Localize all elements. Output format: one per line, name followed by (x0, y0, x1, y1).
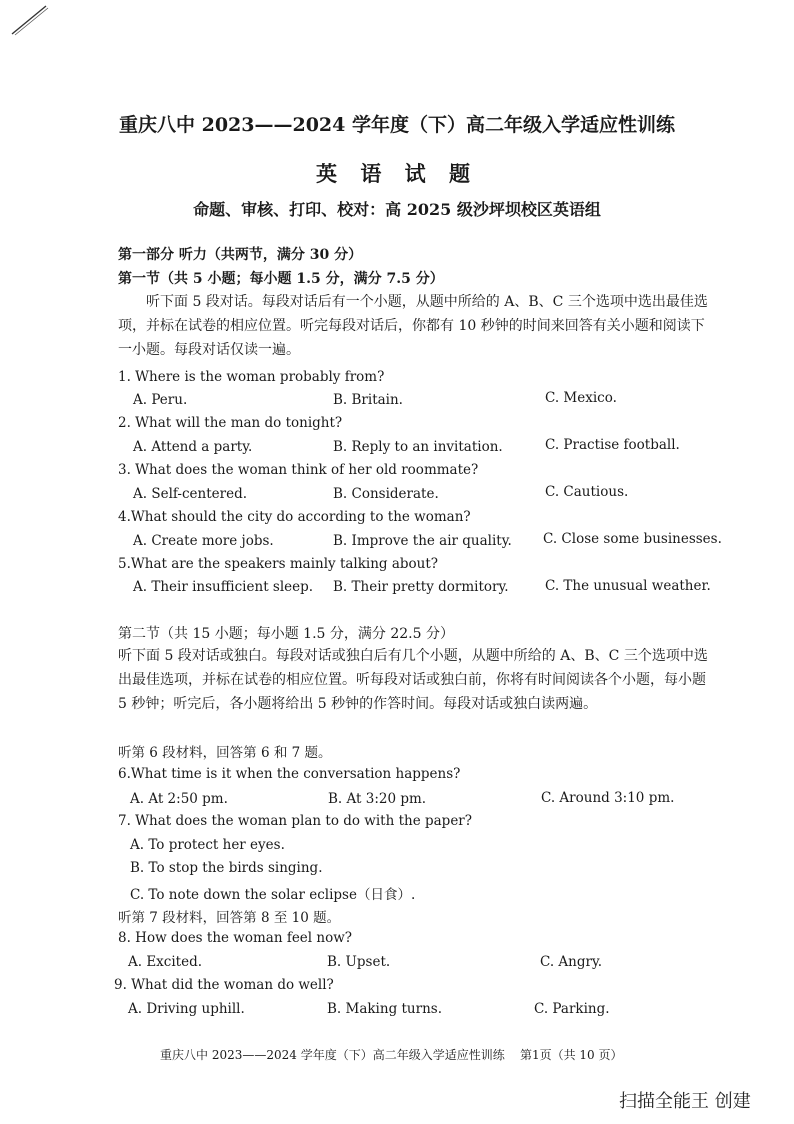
pen-stroke-mark (8, 2, 52, 38)
part1-title: 第一部分 听力（共两节，满分 30 分） (118, 247, 363, 263)
question-1: 1. Where is the woman probably from? (118, 369, 385, 385)
question-7-option-b: B. To stop the birds singing. (130, 860, 323, 876)
question-6-option-b: B. At 3:20 pm. (328, 791, 427, 807)
question-7-option-c: C. To note down the solar eclipse（日食）. (130, 887, 416, 903)
question-5: 5.What are the speakers mainly talking about? (118, 556, 439, 572)
material-6-note: 听第 6 段材料，回答第 6 和 7 题。 (118, 745, 332, 761)
question-3-option-b: B. Considerate. (333, 486, 439, 502)
question-1-option-b: B. Britain. (333, 392, 403, 408)
question-4-option-b: B. Improve the air quality. (333, 533, 512, 549)
material-7-note: 听第 7 段材料，回答第 8 至 10 题。 (118, 910, 341, 926)
section1-title: 第一节（共 5 小题；每小题 1.5 分，满分 7.5 分） (118, 271, 444, 287)
exam-title: 重庆八中 2023——2024 学年度（下）高二年级入学适应性训练 (119, 114, 675, 136)
question-4-option-c: C. Close some businesses. (543, 531, 722, 547)
question-6-option-c: C. Around 3:10 pm. (541, 790, 675, 806)
question-4: 4.What should the city do according to the woman? (118, 509, 471, 525)
question-2-option-c: C. Practise football. (545, 437, 680, 453)
question-3-option-a: A. Self-centered. (133, 486, 247, 502)
credits-line: 命题、审核、打印、校对：高 2025 级沙坪坝校区英语组 (193, 200, 601, 219)
question-5-option-a: A. Their insufficient sleep. (133, 579, 314, 595)
question-8: 8. How does the woman feel now? (118, 930, 353, 946)
question-9: 9. What did the woman do well? (114, 977, 334, 993)
page-footer: 重庆八中 2023——2024 学年度（下）高二年级入学适应性训练 第1页（共 10 页） (160, 1048, 623, 1062)
question-8-option-b: B. Upset. (327, 954, 391, 970)
question-1-option-c: C. Mexico. (545, 390, 617, 406)
question-8-option-c: C. Angry. (540, 954, 603, 970)
question-7-option-a: A. To protect her eyes. (130, 837, 285, 853)
question-4-option-a: A. Create more jobs. (133, 533, 274, 549)
section2-instruction: 听下面 5 段对话或独白。每段对话或独白后有几个小题，从题中所给的 A、B、C 三个选项中选出最佳选项，并标在试卷的相应位置。听每段对话或独白前，你将有时间阅读各个小题，每小题 5 秒钟；听完后，各小题将给出 5 秒钟的作答时间。每段对话或独白读两遍。 (118, 648, 708, 712)
scanner-watermark: 扫描全能王 创建 (619, 1091, 751, 1112)
question-5-option-c: C. The unusual weather. (545, 578, 711, 594)
question-2: 2. What will the man do tonight? (118, 415, 343, 431)
question-5-option-b: B. Their pretty dormitory. (333, 579, 509, 595)
question-6-option-a: A. At 2:50 pm. (130, 791, 228, 807)
section1-instruction: 听下面 5 段对话。每段对话后有一个小题，从题中所给的 A、B、C 三个选项中选出最佳选项，并标在试卷的相应位置。听完每段对话后，你都有 10 秒钟的时间来回答有关小题和阅读下一小题。每段对话仅读一遍。 (118, 294, 708, 358)
section2-title: 第二节（共 15 小题；每小题 1.5 分，满分 22.5 分） (118, 626, 454, 642)
question-7: 7. What does the woman plan to do with the paper? (118, 813, 472, 829)
question-3-option-c: C. Cautious. (545, 484, 629, 500)
subject-title: 英 语 试 题 (316, 161, 478, 186)
question-3: 3. What does the woman think of her old roommate? (118, 462, 479, 478)
question-1-option-a: A. Peru. (133, 392, 188, 408)
question-9-option-b: B. Making turns. (327, 1001, 442, 1017)
question-8-option-a: A. Excited. (128, 954, 203, 970)
question-9-option-c: C. Parking. (534, 1001, 610, 1017)
question-2-option-a: A. Attend a party. (133, 439, 253, 455)
question-9-option-a: A. Driving uphill. (128, 1001, 245, 1017)
question-2-option-b: B. Reply to an invitation. (333, 439, 503, 455)
question-6: 6.What time is it when the conversation happens? (118, 766, 461, 782)
